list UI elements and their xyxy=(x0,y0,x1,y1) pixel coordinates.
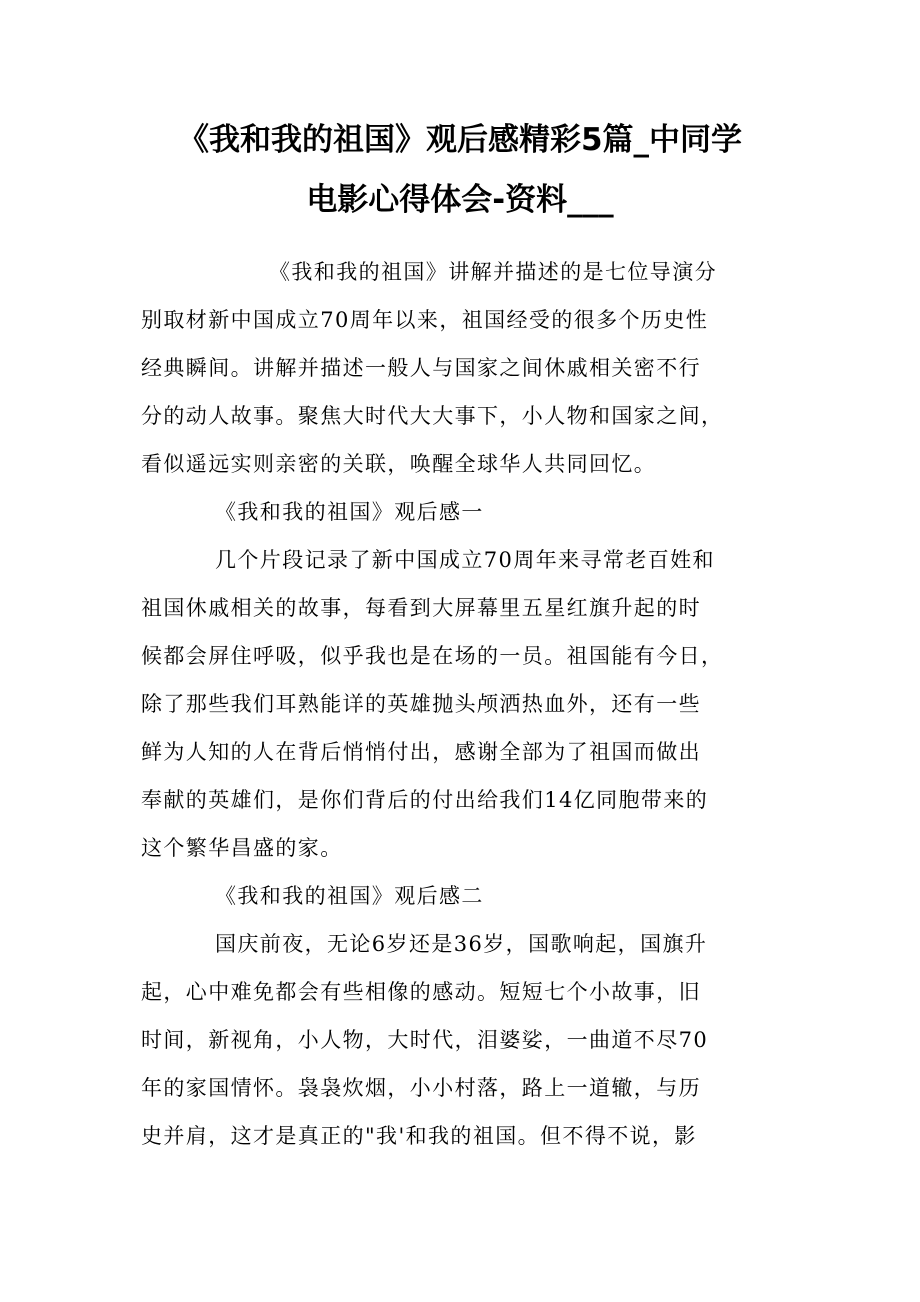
paragraph-line: 时间，新视角，小人物，大时代，泪婆娑，一曲道不尽70 xyxy=(141,1028,709,1052)
intro-paragraph xyxy=(141,248,773,488)
paragraph-line: 别取材新中国成立70周年以来，祖国经受的很多个历史性 xyxy=(141,308,709,332)
document-title xyxy=(130,110,790,230)
paragraph-line: 经典瞬间。讲解并描述一般人与国家之间休戚相关密不行 xyxy=(141,356,701,380)
section-heading: 《我和我的祖国》观后感一 xyxy=(215,500,484,524)
paragraph-line: 分的动人故事。聚焦大时代大大事下，小人物和国家之间， xyxy=(141,404,724,428)
paragraph-line: 起，心中难免都会有些相像的感动。短短七个小故事，旧 xyxy=(141,980,701,1004)
paragraph-line: 史并肩，这才是真正的"我'和我的祖国。但不得不说，影 xyxy=(141,1124,697,1148)
paragraph-line: 候都会屏住呼吸，似乎我也是在场的一员。祖国能有今日， xyxy=(141,644,724,668)
paragraph-line: 除了那些我们耳熟能详的英雄抛头颅洒热血外，还有一些 xyxy=(141,692,701,716)
paragraph-line: 看似遥远实则亲密的关联，唤醒全球华人共同回忆。 xyxy=(141,452,657,476)
paragraph-line: 祖国休戚相关的故事，每看到大屏幕里五星红旗升起的时 xyxy=(141,596,701,620)
title-line-1: 《我和我的祖国》观后感精彩5篇_中同学 xyxy=(177,122,743,158)
section-1 xyxy=(141,488,773,872)
document-body xyxy=(141,248,773,1160)
paragraph-line: 《我和我的祖国》讲解并描述的是七位导演分 xyxy=(269,260,717,284)
paragraph-line: 这个繁华昌盛的家。 xyxy=(141,836,343,860)
section-heading: 《我和我的祖国》观后感二 xyxy=(215,884,484,908)
paragraph-line: 几个片段记录了新中国成立70周年来寻常老百姓和 xyxy=(215,548,715,572)
paragraph-line: 国庆前夜，无论6岁还是36岁，国歌响起，国旗升 xyxy=(215,932,708,956)
title-line-2: 电影心得体会-资料___ xyxy=(306,182,614,218)
paragraph-line: 奉献的英雄们，是你们背后的付出给我们14亿同胞带来的 xyxy=(141,788,709,812)
paragraph-line: 鲜为人知的人在背后悄悄付出，感谢全部为了祖国而做出 xyxy=(141,740,701,764)
section-2 xyxy=(141,872,773,1160)
paragraph-line: 年的家国情怀。袅袅炊烟，小小村落，路上一道辙，与历 xyxy=(141,1076,701,1100)
